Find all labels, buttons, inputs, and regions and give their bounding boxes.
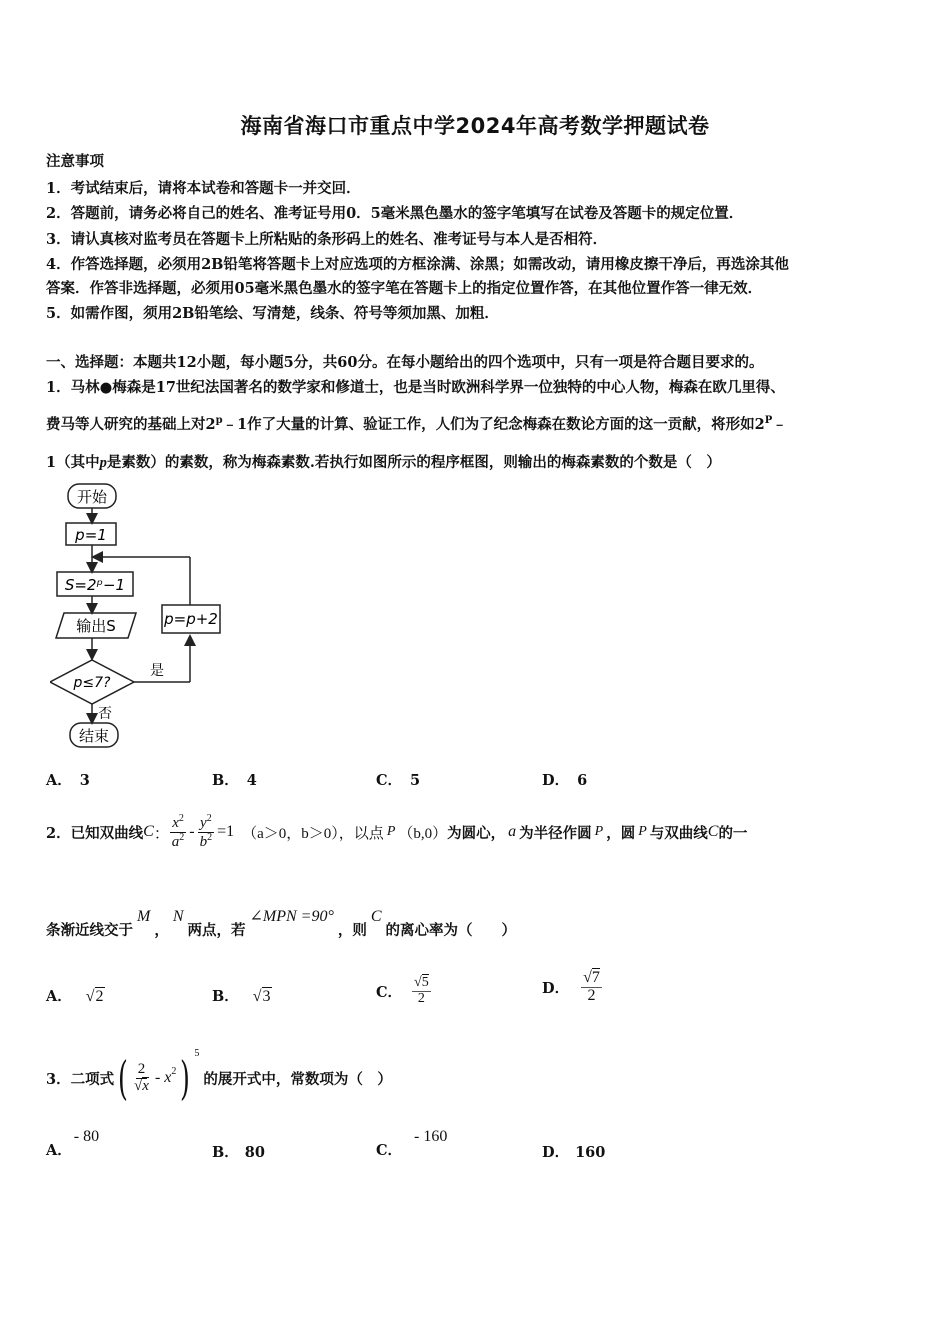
notice-item-2: 2．答题前，请务必将自己的姓名、准考证号用0．5毫米黑色墨水的签字笔填写在试卷及答题卡的规定位置． <box>46 205 744 222</box>
q1-line3-b: 是素数）的素数，称为梅森素数.若执行如图所示的程序框图，则输出的梅森素数的个数是（ ） <box>106 454 721 471</box>
q2-prefix: 2．已知双曲线 <box>46 824 144 842</box>
q1-line3 <box>46 451 721 472</box>
q1-var-p: p <box>99 455 107 471</box>
q2-angle: ∠MPN =90° <box>249 908 334 925</box>
q1-line2-a: 费马等人研究的基础上对2 <box>46 416 216 433</box>
q3-line: 3．二项式 ( $\frac{2}{√x}$ - x $^2$ ) $^5$ 的展开式中，常数项为（ ） <box>46 1048 392 1105</box>
q1-line1: 1．马林●梅森是17世纪法国著名的数学家和修道士，也是当时欧洲科学界一位独特的中心人物，梅森在欧几里得、 <box>46 379 785 396</box>
q3-option-a[interactable]: A． - 80 <box>46 1128 100 1159</box>
section-heading: 一、选择题：本题共12小题，每小题5分，共60分。在每小题给出的四个选项中，只有一项是符合题目要求的。 <box>46 354 764 371</box>
flow-init-label: p=1 <box>75 526 107 544</box>
q2-var-C: C <box>143 823 154 840</box>
q1-option-a[interactable]: A． 3 <box>46 772 90 789</box>
q2-option-b[interactable]: B． √3 <box>212 988 271 1005</box>
q2-line1: 2．已知双曲线 C ： $\frac{x^2}{a^2}$ - $\frac{y^2}{b^2}$ =1 （a＞0，b＞0），以点 P （b,0） 为圆心， a 为半径作圆 P ，圆 P 与双曲线 C 的一 <box>46 812 748 850</box>
q2-line2: 条渐近线交于 M ， N 两点，若 ∠MPN =90° ，则 C 的离心率为（ ） <box>46 908 517 939</box>
q2-cond: （a＞0，b＞0），以点 <box>242 825 384 842</box>
notice-heading: 注意事项 <box>46 153 104 170</box>
flow-cond-label: p≤7? <box>73 675 111 691</box>
flow-update-label: p=p+2 <box>164 610 218 628</box>
q1-exp-p: p <box>215 415 223 427</box>
q2-frac-x: $\frac{x^2}{a^2}$ <box>171 812 185 850</box>
q1-line3-a: 1（其中 <box>46 454 100 471</box>
q1-option-b[interactable]: B． 4 <box>212 772 257 789</box>
flowchart <box>50 482 240 752</box>
q3-option-c[interactable]: C． - 160 <box>376 1128 448 1159</box>
q1-line2-c: ﹣ <box>772 416 787 433</box>
flow-end-label: 结束 <box>78 727 110 745</box>
q3-option-d[interactable]: D． 160 <box>542 1144 606 1161</box>
q1-option-d[interactable]: D． 6 <box>542 772 588 789</box>
q1-exp-P: P <box>764 415 773 427</box>
page-title: 海南省海口市重点中学2024年高考数学押题试卷 <box>240 114 710 138</box>
flow-output-label: 输出S <box>76 617 116 635</box>
flow-compute-label: S=2ᵖ−1 <box>64 576 126 594</box>
notice-item-4-cont: 答案．作答非选择题，必须用05毫米黑色墨水的签字笔在答题卡上的指定位置作答，在其他位置作答一律无效． <box>46 280 763 297</box>
q2-option-d[interactable]: D． $\frac{√7}{2}$ <box>542 968 600 1004</box>
q2-option-c[interactable]: C． $\frac{√5}{2}$ <box>376 974 429 1006</box>
notice-item-5: 5．如需作图，须用2B铅笔绘、写清楚，线条、符号等须加黑、加粗． <box>46 305 499 322</box>
flow-start-label: 开始 <box>76 488 108 506</box>
flow-no-label: 否 <box>98 706 112 722</box>
q3-exponent: 5 <box>194 1048 200 1059</box>
q3-option-b[interactable]: B． 80 <box>212 1144 265 1161</box>
q2-option-a[interactable]: A． √2 <box>46 988 104 1005</box>
notice-item-1: 1．考试结束后，请将本试卷和答题卡一并交回． <box>46 180 361 197</box>
notice-item-3: 3．请认真核对监考员在答题卡上所粘贴的条形码上的姓名、准考证号与本人是否相符． <box>46 231 608 248</box>
q2-frac-y: $\frac{y^2}{b^2}$ <box>199 812 213 850</box>
q1-option-c[interactable]: C． 5 <box>376 772 421 789</box>
flow-yes-label: 是 <box>150 663 164 679</box>
q3-frac: $\frac{2}{√x}$ <box>134 1060 149 1094</box>
q1-line2-b: ﹣1作了大量的计算、验证工作，人们为了纪念梅森在数论方面的这一贡献，将形如2 <box>222 416 765 433</box>
q1-line2 <box>46 413 787 434</box>
notice-item-4: 4．作答选择题，必须用2B铅笔将答题卡上对应选项的方框涂满、涂黑；如需改动，请用橡皮擦干净后，再选涂其他 <box>46 256 789 273</box>
